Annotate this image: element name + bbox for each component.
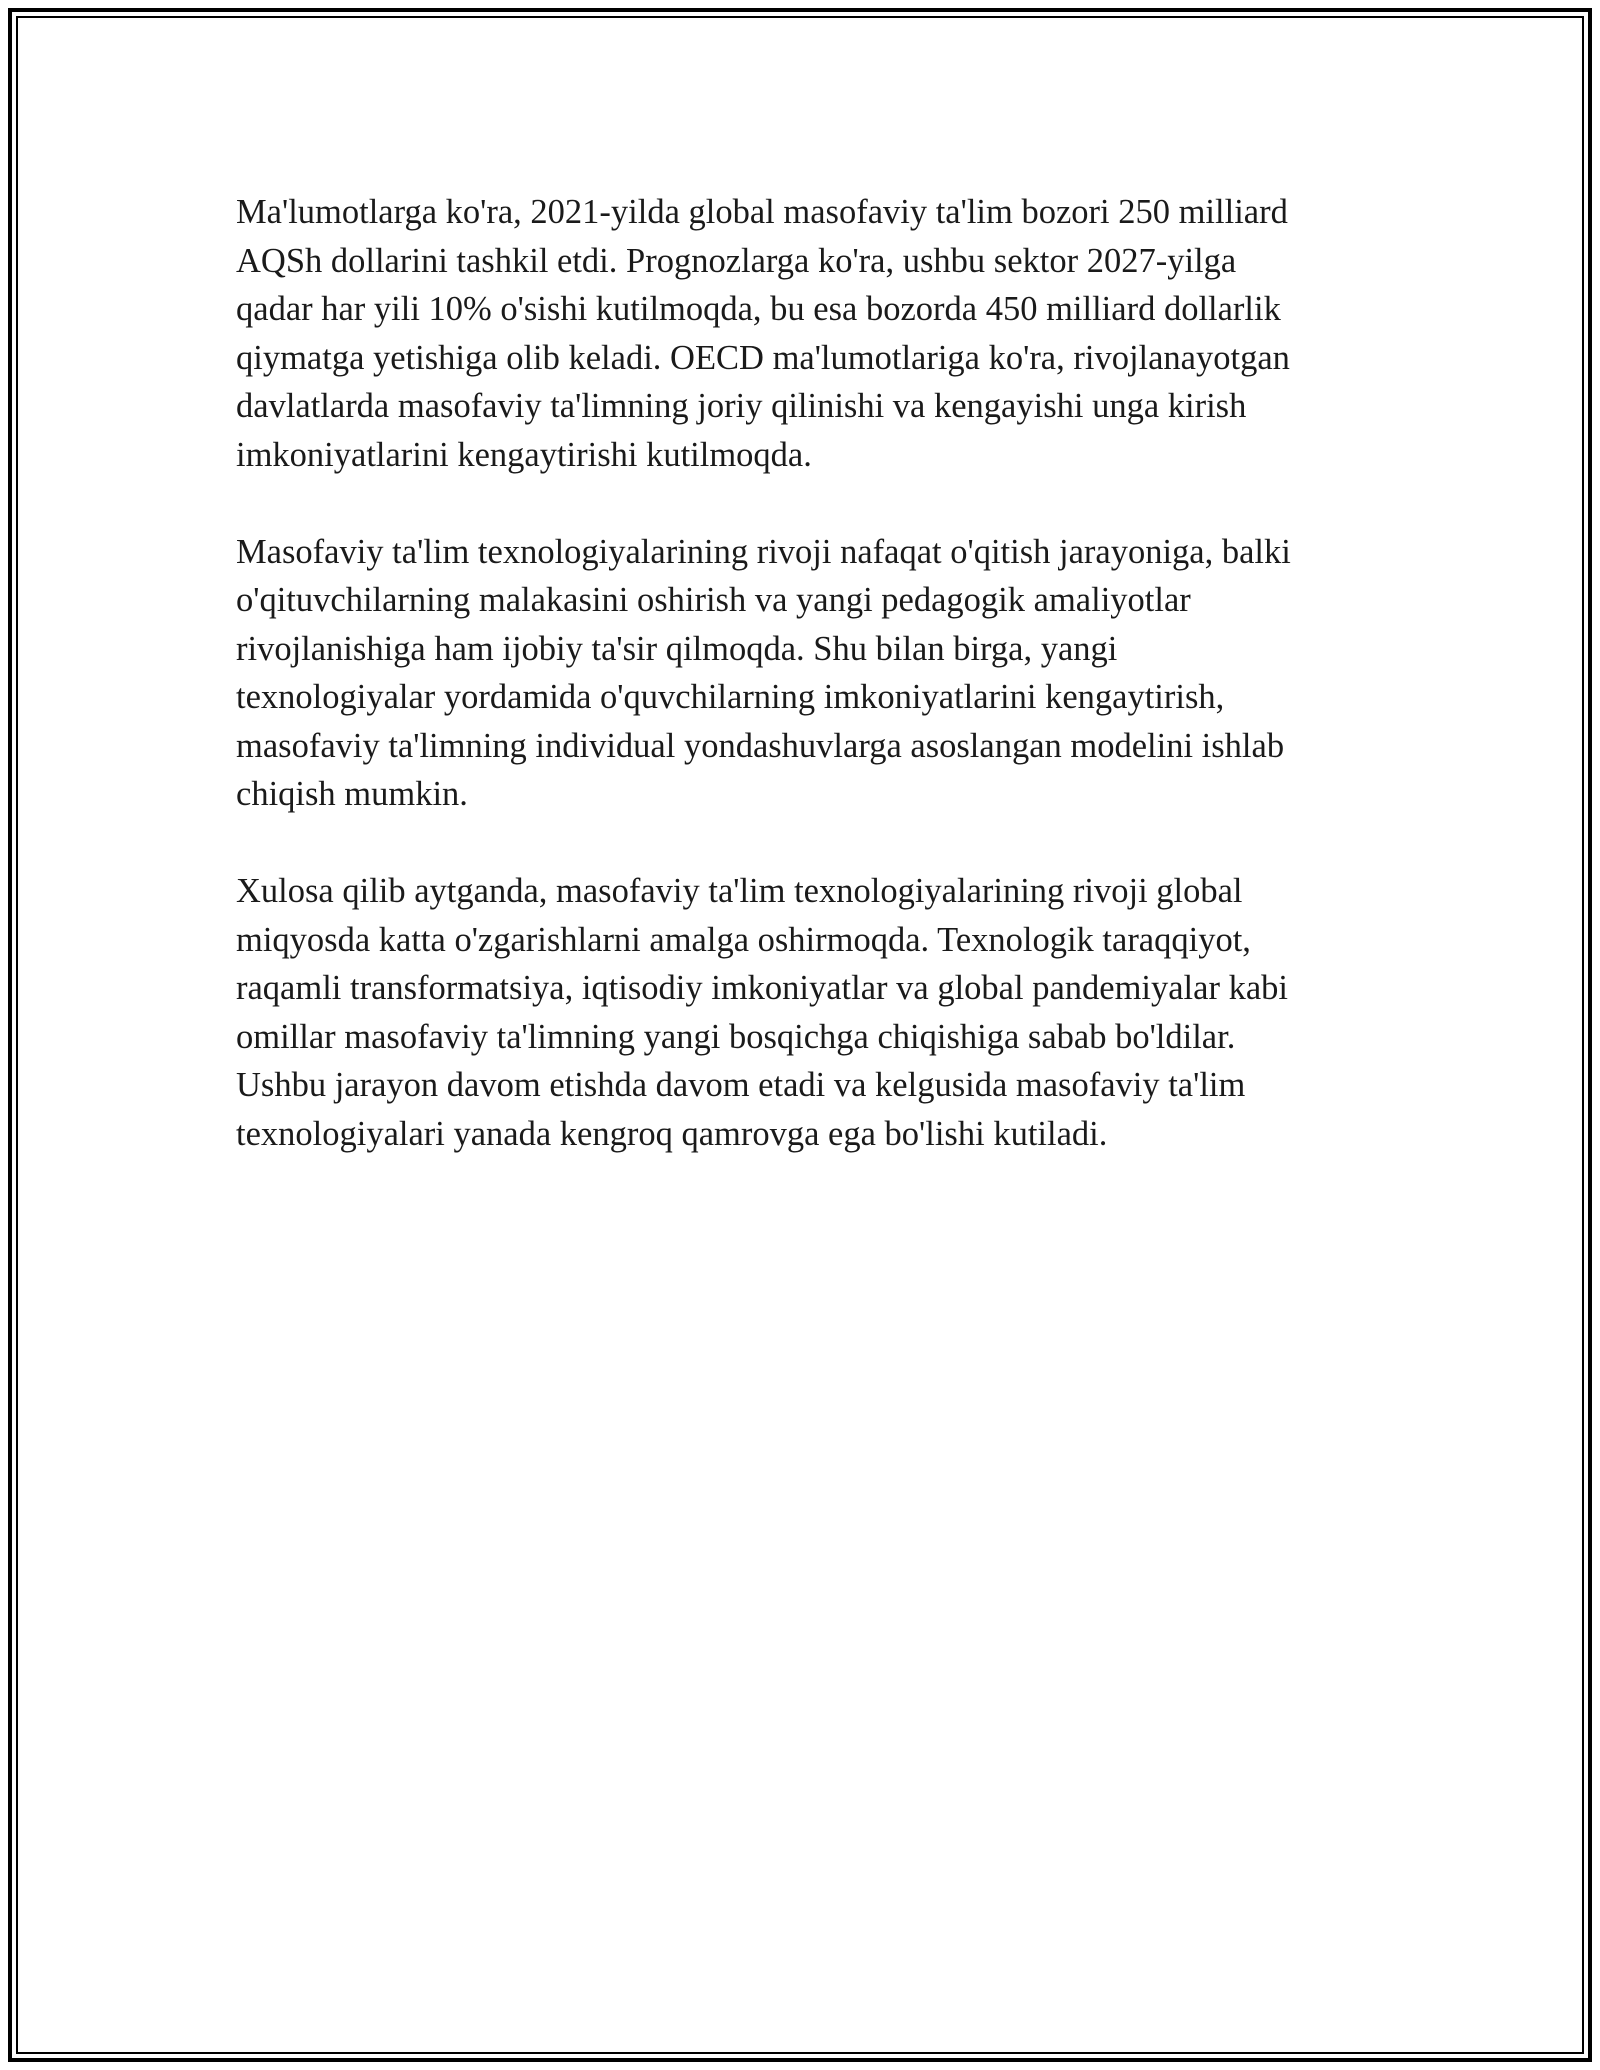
paragraph-technology-development: Masofaviy ta'lim texnologiyalarining rivoji nafaqat o'qitish jarayoniga, balki o'qituvchilarning malakasini oshirish va yangi pedagogik amaliyotlar rivojlanishiga ham ijobiy ta'sir qilmoqda. Shu bilan birga, yangi texnologiyalar yordamida o'quvchilarning imkoniyatlarini kengaytirish, masofaviy ta'limning individual yondashuvlarga asoslangan modelini ishlab chiqish mumkin. — [236, 532, 1291, 813]
paragraph-market-data: Ma'lumotlarga ko'ra, 2021-yilda global masofaviy ta'lim bozori 250 milliard AQSh dollarini tashkil etdi. Prognozlarga ko'ra, ushbu sektor 2027-yilga qadar har yili 10% o'sishi kutilmoqda, bu esa bozorda 450 milliard dollarlik qiymatga yetishiga olib keladi. OECD ma'lumotlariga ko'ra, rivojlanayotgan davlatlarda masofaviy ta'limning joriy qilinishi va kengayishi unga kirish imkoniyatlarini kengaytirishi kutilmoqda. — [236, 193, 1290, 474]
document-body — [236, 188, 1364, 1207]
paragraph-conclusion: Xulosa qilib aytganda, masofaviy ta'lim texnologiyalarining rivoji global miqyosda katta o'zgarishlarni amalga oshirmoqda. Texnologik taraqqiyot, raqamli transformatsiya, iqtisodiy imkoniyatlar va global pandemiyalar kabi omillar masofaviy ta'limning yangi bosqichga chiqishiga sabab bo'ldilar. Ushbu jarayon davom etishda davom etadi va kelgusida masofaviy ta'lim texnologiyalari yanada kengroq qamrovga ega bo'lishi kutiladi. — [236, 872, 1288, 1153]
